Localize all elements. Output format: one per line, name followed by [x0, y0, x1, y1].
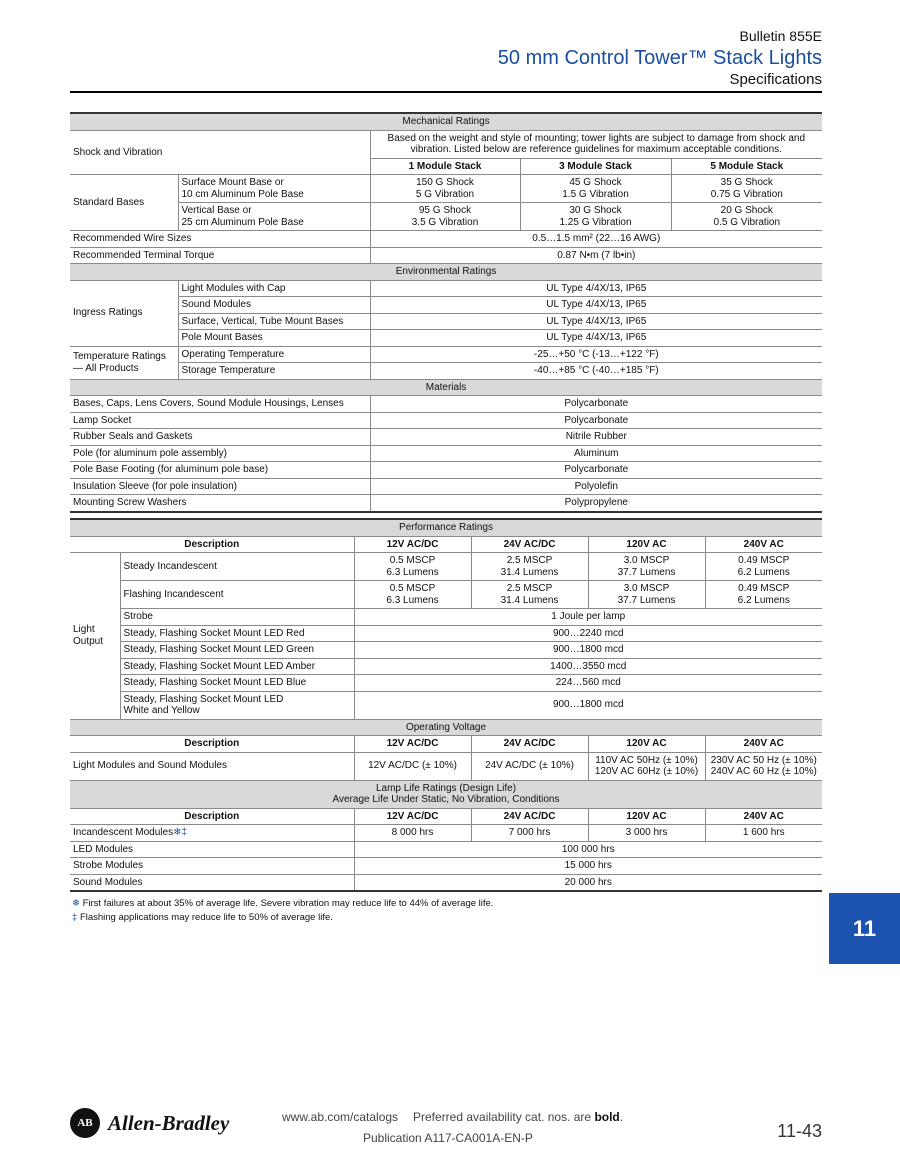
temperature-label: Temperature Ratings — All Products — [70, 346, 178, 379]
base-row-label: Surface Mount Base or 10 cm Aluminum Pole Base — [178, 175, 370, 203]
ingress-row-label: Pole Mount Bases — [178, 330, 370, 347]
material-row-label: Rubber Seals and Gaskets — [70, 429, 370, 446]
output-row-label: Flashing Incandescent — [120, 581, 354, 609]
base-row-label: Vertical Base or 25 cm Aluminum Pole Base — [178, 203, 370, 231]
incandescent-label: Incandescent Modules — [73, 827, 174, 838]
ingress-row-value: UL Type 4/4X/13, IP65 — [370, 313, 822, 330]
col-5-module: 5 Module Stack — [671, 158, 822, 175]
material-row-value: Polypropylene — [370, 495, 822, 512]
footnote-text: Flashing applications may reduce life to 50% of average life. — [79, 912, 333, 923]
col-3-module: 3 Module Stack — [520, 158, 671, 175]
material-row-label: Bases, Caps, Lens Covers, Sound Module Housings, Lenses — [70, 396, 370, 413]
lamp-life-row-label — [70, 825, 354, 842]
col-12v: 12V AC/DC — [354, 536, 471, 553]
temperature-row-value: -25…+50 °C (-13…+122 °F) — [370, 346, 822, 363]
col-1-module: 1 Module Stack — [370, 158, 520, 175]
col-24v: 24V AC/DC — [471, 736, 588, 753]
material-row-value: Polycarbonate — [370, 412, 822, 429]
shock-label: Shock and Vibration — [70, 130, 370, 175]
output-row-value: 900…2240 mcd — [354, 625, 822, 642]
output-row-label: Steady Incandescent — [120, 553, 354, 581]
preferred-note — [413, 1110, 623, 1124]
allen-bradley-logo-icon: AB — [70, 1108, 100, 1138]
col-240v: 240V AC — [705, 536, 822, 553]
table-cell: 24V AC/DC (± 10%) — [471, 752, 588, 780]
output-row-value: 224…560 mcd — [354, 675, 822, 692]
output-row-label: Strobe — [120, 609, 354, 626]
output-row-label: Steady, Flashing Socket Mount LED Amber — [120, 658, 354, 675]
table-cell: 3.0 MSCP 37.7 Lumens — [588, 581, 705, 609]
table-cell: 95 G Shock 3.5 G Vibration — [370, 203, 520, 231]
page-number: 11-43 — [777, 1121, 822, 1141]
footnote-text: First failures at about 35% of average life. Severe vibration may reduce life to 44% of average life. — [82, 898, 494, 909]
output-row-label: Steady, Flashing Socket Mount LED White and Yellow — [120, 691, 354, 719]
standard-bases-label: Standard Bases — [70, 175, 178, 231]
page-subtitle: Specifications — [729, 71, 822, 88]
footnote-1 — [72, 898, 493, 909]
header-rule — [70, 91, 822, 93]
footnote-marks: ❄‡ — [173, 827, 188, 838]
table-cell: 30 G Shock 1.25 G Vibration — [520, 203, 671, 231]
website-link[interactable]: www.ab.com/catalogs — [282, 1110, 399, 1124]
lamp-life-row-value: 20 000 hrs — [354, 874, 822, 891]
lamp-life-section-header: Lamp Life Ratings (Design Life) Average Life Under Static, No Vibration, Conditions — [70, 780, 822, 808]
table-cell: 7 000 hrs — [471, 825, 588, 842]
material-row-value: Nitrile Rubber — [370, 429, 822, 446]
page-title: 50 mm Control Tower™ Stack Lights — [497, 47, 822, 69]
table-cell: 230V AC 50 Hz (± 10%) 240V AC 60 Hz (± 10%) — [705, 752, 822, 780]
col-24v: 24V AC/DC — [471, 808, 588, 825]
lamp-life-row-value: 15 000 hrs — [354, 858, 822, 875]
table-cell: 2.5 MSCP 31.4 Lumens — [471, 553, 588, 581]
material-row-label: Insulation Sleeve (for pole insulation) — [70, 478, 370, 495]
torque-label: Recommended Terminal Torque — [70, 247, 370, 264]
ingress-row-label: Surface, Vertical, Tube Mount Bases — [178, 313, 370, 330]
table-cell: 2.5 MSCP 31.4 Lumens — [471, 581, 588, 609]
col-240v: 240V AC — [705, 736, 822, 753]
ingress-row-label: Sound Modules — [178, 297, 370, 314]
performance-section-header: Performance Ratings — [70, 519, 822, 536]
materials-section-header: Materials — [70, 379, 822, 396]
table-cell: 0.49 MSCP 6.2 Lumens — [705, 581, 822, 609]
table-cell: 150 G Shock 5 G Vibration — [370, 175, 520, 203]
footnote-2 — [72, 912, 333, 923]
material-row-label: Pole Base Footing (for aluminum pole base) — [70, 462, 370, 479]
output-row-label: Steady, Flashing Socket Mount LED Green — [120, 642, 354, 659]
col-24v: 24V AC/DC — [471, 536, 588, 553]
col-120v: 120V AC — [588, 808, 705, 825]
col-240v: 240V AC — [705, 808, 822, 825]
table-cell: 110V AC 50Hz (± 10%) 120V AC 60Hz (± 10%) — [588, 752, 705, 780]
temperature-row-value: -40…+85 °C (-40…+185 °F) — [370, 363, 822, 380]
material-row-value: Polycarbonate — [370, 462, 822, 479]
output-row-value: 900…1800 mcd — [354, 691, 822, 719]
double-dagger-icon: ‡ — [72, 912, 78, 923]
table-cell: 20 G Shock 0.5 G Vibration — [671, 203, 822, 231]
output-row-label: Steady, Flashing Socket Mount LED Blue — [120, 675, 354, 692]
torque-value: 0.87 N•m (7 lb•in) — [370, 247, 822, 264]
preferred-bold: bold — [594, 1110, 620, 1124]
performance-table — [70, 518, 822, 892]
shock-note: Based on the weight and style of mounting; tower lights are subject to damage from shock and vibration. Listed below are reference guidelines for maximum acceptable conditions. — [370, 130, 822, 158]
bulletin-label: Bulletin 855E — [739, 28, 822, 44]
publication-number: Publication A117-CA001A-EN-P — [363, 1131, 533, 1145]
wire-size-value: 0.5…1.5 mm² (22…16 AWG) — [370, 231, 822, 248]
specifications-table — [70, 112, 822, 513]
material-row-value: Polycarbonate — [370, 396, 822, 413]
description-header: Description — [70, 536, 354, 553]
table-cell: 8 000 hrs — [354, 825, 471, 842]
table-cell: 35 G Shock 0.75 G Vibration — [671, 175, 822, 203]
description-header: Description — [70, 736, 354, 753]
voltage-section-header: Operating Voltage — [70, 719, 822, 736]
table-cell: 3 000 hrs — [588, 825, 705, 842]
lamp-life-row-label: LED Modules — [70, 841, 354, 858]
output-row-value: 1 Joule per lamp — [354, 609, 822, 626]
col-12v: 12V AC/DC — [354, 808, 471, 825]
light-output-label: Light Output — [70, 553, 120, 720]
environmental-section-header: Environmental Ratings — [70, 264, 822, 281]
output-row-value: 1400…3550 mcd — [354, 658, 822, 675]
lamp-life-row-label: Sound Modules — [70, 874, 354, 891]
material-row-value: Polyolefin — [370, 478, 822, 495]
table-cell: 12V AC/DC (± 10%) — [354, 752, 471, 780]
table-cell: 0.49 MSCP 6.2 Lumens — [705, 553, 822, 581]
snowflake-icon: ❄ — [72, 898, 80, 909]
temperature-row-label: Storage Temperature — [178, 363, 370, 380]
brand-name: Allen-Bradley — [108, 1111, 230, 1135]
ingress-label: Ingress Ratings — [70, 280, 178, 346]
col-120v: 120V AC — [588, 536, 705, 553]
material-row-label: Mounting Screw Washers — [70, 495, 370, 512]
lamp-life-row-label: Strobe Modules — [70, 858, 354, 875]
material-row-label: Lamp Socket — [70, 412, 370, 429]
table-cell: 45 G Shock 1.5 G Vibration — [520, 175, 671, 203]
material-row-value: Aluminum — [370, 445, 822, 462]
output-row-label: Steady, Flashing Socket Mount LED Red — [120, 625, 354, 642]
ingress-row-value: UL Type 4/4X/13, IP65 — [370, 330, 822, 347]
ingress-row-label: Light Modules with Cap — [178, 280, 370, 297]
col-12v: 12V AC/DC — [354, 736, 471, 753]
table-cell: 1 600 hrs — [705, 825, 822, 842]
temperature-row-label: Operating Temperature — [178, 346, 370, 363]
wire-size-label: Recommended Wire Sizes — [70, 231, 370, 248]
ingress-row-value: UL Type 4/4X/13, IP65 — [370, 280, 822, 297]
section-tab: 11 — [829, 893, 900, 964]
material-row-label: Pole (for aluminum pole assembly) — [70, 445, 370, 462]
table-cell: 0.5 MSCP 6.3 Lumens — [354, 553, 471, 581]
ingress-row-value: UL Type 4/4X/13, IP65 — [370, 297, 822, 314]
preferred-end: . — [619, 1110, 624, 1124]
table-cell: 0.5 MSCP 6.3 Lumens — [354, 581, 471, 609]
table-cell: 3.0 MSCP 37.7 Lumens — [588, 553, 705, 581]
col-120v: 120V AC — [588, 736, 705, 753]
lamp-life-row-value: 100 000 hrs — [354, 841, 822, 858]
mechanical-section-header: Mechanical Ratings — [70, 113, 822, 130]
description-header: Description — [70, 808, 354, 825]
voltage-row-label: Light Modules and Sound Modules — [70, 752, 354, 780]
output-row-value: 900…1800 mcd — [354, 642, 822, 659]
preferred-text: Preferred availability cat. nos. are — [413, 1110, 592, 1124]
